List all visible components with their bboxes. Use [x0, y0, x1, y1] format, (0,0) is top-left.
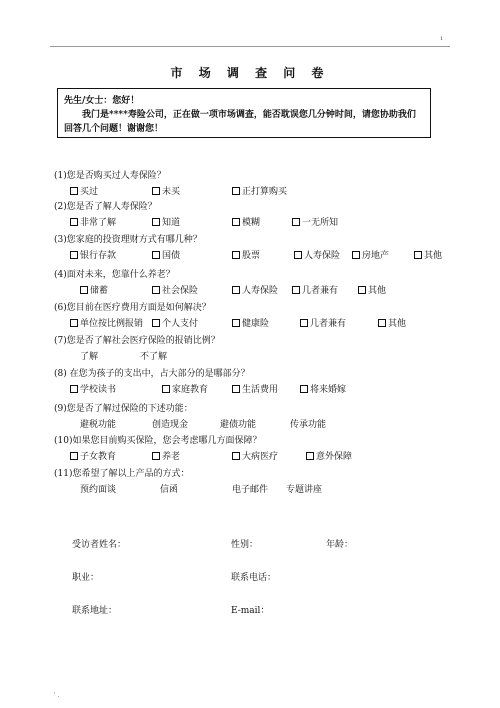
option-label: 一无所知: [302, 218, 339, 228]
checkbox[interactable]: [294, 251, 302, 259]
option-label: 将来婚嫁: [310, 385, 347, 395]
checkbox[interactable]: [232, 385, 240, 393]
question-text: (2)您是否了解人寿保险？: [54, 202, 157, 212]
question-option[interactable]: [70, 184, 98, 197]
option-label: 社会保险: [162, 286, 199, 296]
option-label: 电子邮件: [232, 485, 269, 495]
question-text: (8) 在您为孩子的支出中，占大部分的是哪部分？: [54, 369, 250, 379]
checkbox[interactable]: [152, 319, 160, 327]
question-option: [152, 417, 188, 430]
option-label: 房地产: [362, 251, 390, 261]
question-option: [232, 482, 268, 495]
checkbox[interactable]: [414, 251, 422, 259]
option-label: 几者兼有: [310, 319, 347, 329]
header-rule: [50, 46, 450, 47]
checkbox[interactable]: [70, 452, 78, 460]
phone-label: 联系电话：: [231, 573, 277, 583]
question-option[interactable]: [70, 449, 116, 462]
question-option[interactable]: [70, 382, 116, 395]
option-label: 其他: [424, 251, 443, 261]
option-label: 大病医疗: [242, 452, 279, 462]
option-label: 生活费用: [242, 385, 279, 395]
checkbox[interactable]: [70, 385, 78, 393]
question-option[interactable]: [152, 184, 180, 197]
option-label: 养老: [162, 452, 181, 462]
option-label: 家庭教育: [172, 385, 209, 395]
question-option[interactable]: [232, 248, 260, 261]
checkbox[interactable]: [232, 319, 240, 327]
question-option[interactable]: [80, 283, 108, 296]
question-option[interactable]: [358, 283, 386, 296]
option-label: 健康险: [242, 319, 270, 329]
checkbox[interactable]: [232, 251, 240, 259]
checkbox[interactable]: [70, 218, 78, 226]
question-option[interactable]: [414, 248, 442, 261]
question-option: [80, 417, 116, 430]
intro-greeting: 先生/女士：您好！: [64, 96, 140, 106]
checkbox[interactable]: [70, 187, 78, 195]
option-label: 非常了解: [80, 218, 117, 228]
question-option: [160, 482, 178, 495]
option-label: 意外保障: [316, 452, 353, 462]
question-option[interactable]: [232, 215, 260, 228]
page-title: 市 场 调 查 问 卷: [170, 66, 330, 80]
option-label: 避债功能: [220, 420, 257, 430]
question-text: (11)您希望了解以上产品的方式：: [54, 469, 190, 479]
option-label: 子女教育: [80, 452, 117, 462]
question-text: (10)如果您目前购买保险，您会考虑哪几方面保障？: [54, 436, 262, 446]
option-label: 储蓄: [90, 286, 109, 296]
question-option[interactable]: [162, 382, 208, 395]
option-label: 传承功能: [290, 420, 327, 430]
option-label: 模糊: [242, 218, 261, 228]
question-option[interactable]: [232, 382, 278, 395]
option-label: 学校读书: [80, 385, 117, 395]
question-option: [80, 349, 98, 362]
question-option: [286, 482, 322, 495]
option-label: 人寿保险: [304, 251, 341, 261]
question-text: (1)您是否购买过人寿保险？: [54, 171, 166, 181]
option-label: 未买: [162, 187, 181, 197]
question-option[interactable]: [152, 248, 180, 261]
page-number: 1: [440, 36, 444, 42]
option-label: 单位按比例报销: [80, 319, 144, 329]
option-label: 不了解: [140, 352, 168, 362]
question-option[interactable]: [300, 382, 346, 395]
option-label: 其他: [388, 319, 407, 329]
option-label: 知道: [162, 218, 181, 228]
email-label: E-mail：: [231, 606, 270, 616]
question-option[interactable]: [152, 449, 180, 462]
question-option: [140, 349, 167, 362]
intro-box: [57, 88, 431, 138]
question-option[interactable]: [232, 316, 269, 329]
option-label: 银行存款: [80, 251, 117, 261]
option-label: 股票: [242, 251, 261, 261]
question-option[interactable]: [152, 283, 198, 296]
question-option[interactable]: [152, 215, 180, 228]
option-label: 创造现金: [152, 420, 189, 430]
question-option[interactable]: [232, 449, 278, 462]
checkbox[interactable]: [358, 286, 366, 294]
checkbox[interactable]: [152, 218, 160, 226]
question-option: [290, 417, 326, 430]
question-option[interactable]: [294, 248, 340, 261]
checkbox[interactable]: [378, 319, 386, 327]
name-label: 受访者姓名：: [72, 540, 127, 550]
question-option[interactable]: [232, 283, 278, 296]
checkbox[interactable]: [232, 286, 240, 294]
option-label: 其他: [368, 286, 387, 296]
checkbox[interactable]: [292, 286, 300, 294]
question-option[interactable]: [292, 215, 338, 228]
question-option[interactable]: [70, 316, 143, 329]
checkbox[interactable]: [300, 319, 308, 327]
checkbox[interactable]: [70, 319, 78, 327]
question-text: (6)您目前在医疗费用方面是如何解决？: [54, 303, 211, 313]
checkbox[interactable]: [232, 452, 240, 460]
question-option: [80, 482, 116, 495]
checkbox[interactable]: [152, 251, 160, 259]
option-label: 买过: [80, 187, 99, 197]
gender-label: 性别：: [231, 540, 259, 550]
question-text: (7)您是否了解社会医疗保险的报销比例？: [54, 336, 220, 346]
question-option[interactable]: [378, 316, 406, 329]
option-label: 了解: [80, 352, 99, 362]
question-option[interactable]: [306, 449, 352, 462]
question-text: (9)您是否了解过保险的下述功能：: [54, 404, 193, 414]
question-option: [220, 417, 256, 430]
option-label: 专题讲座: [286, 485, 323, 495]
address-label: 联系地址：: [72, 606, 118, 616]
footer-mark: ' .: [54, 692, 60, 699]
checkbox[interactable]: [152, 187, 160, 195]
checkbox[interactable]: [152, 452, 160, 460]
option-label: 人寿保险: [242, 286, 279, 296]
checkbox[interactable]: [152, 286, 160, 294]
question-text: (4)面对未来，您靠什么养老？: [54, 270, 175, 280]
question-text: (3)您家庭的投资理财方式有哪几种？: [54, 235, 202, 245]
checkbox[interactable]: [70, 251, 78, 259]
option-label: 国债: [162, 251, 181, 261]
option-label: 几者兼有: [302, 286, 339, 296]
question-option[interactable]: [292, 283, 338, 296]
intro-body: 我门是****寿险公司，正在做一项市场调查，能否耽误您几分钟时间，请您协助我们回答几个问题！谢谢您！: [64, 110, 416, 134]
option-label: 预约面谈: [80, 485, 117, 495]
checkbox[interactable]: [300, 385, 308, 393]
question-option[interactable]: [232, 184, 287, 197]
question-option[interactable]: [300, 316, 346, 329]
question-option[interactable]: [70, 215, 116, 228]
question-option[interactable]: [352, 248, 389, 261]
option-label: 正打算购买: [242, 187, 288, 197]
option-label: 个人支付: [162, 319, 199, 329]
checkbox[interactable]: [162, 385, 170, 393]
option-label: 避税功能: [80, 420, 117, 430]
question-option[interactable]: [152, 316, 198, 329]
checkbox[interactable]: [232, 218, 240, 226]
checkbox[interactable]: [80, 286, 88, 294]
question-option[interactable]: [70, 248, 116, 261]
job-label: 职业：: [72, 573, 100, 583]
checkbox[interactable]: [306, 452, 314, 460]
option-label: 信函: [160, 485, 179, 495]
checkbox[interactable]: [292, 218, 300, 226]
checkbox[interactable]: [232, 187, 240, 195]
checkbox[interactable]: [352, 251, 360, 259]
age-label: 年龄：: [326, 540, 354, 550]
